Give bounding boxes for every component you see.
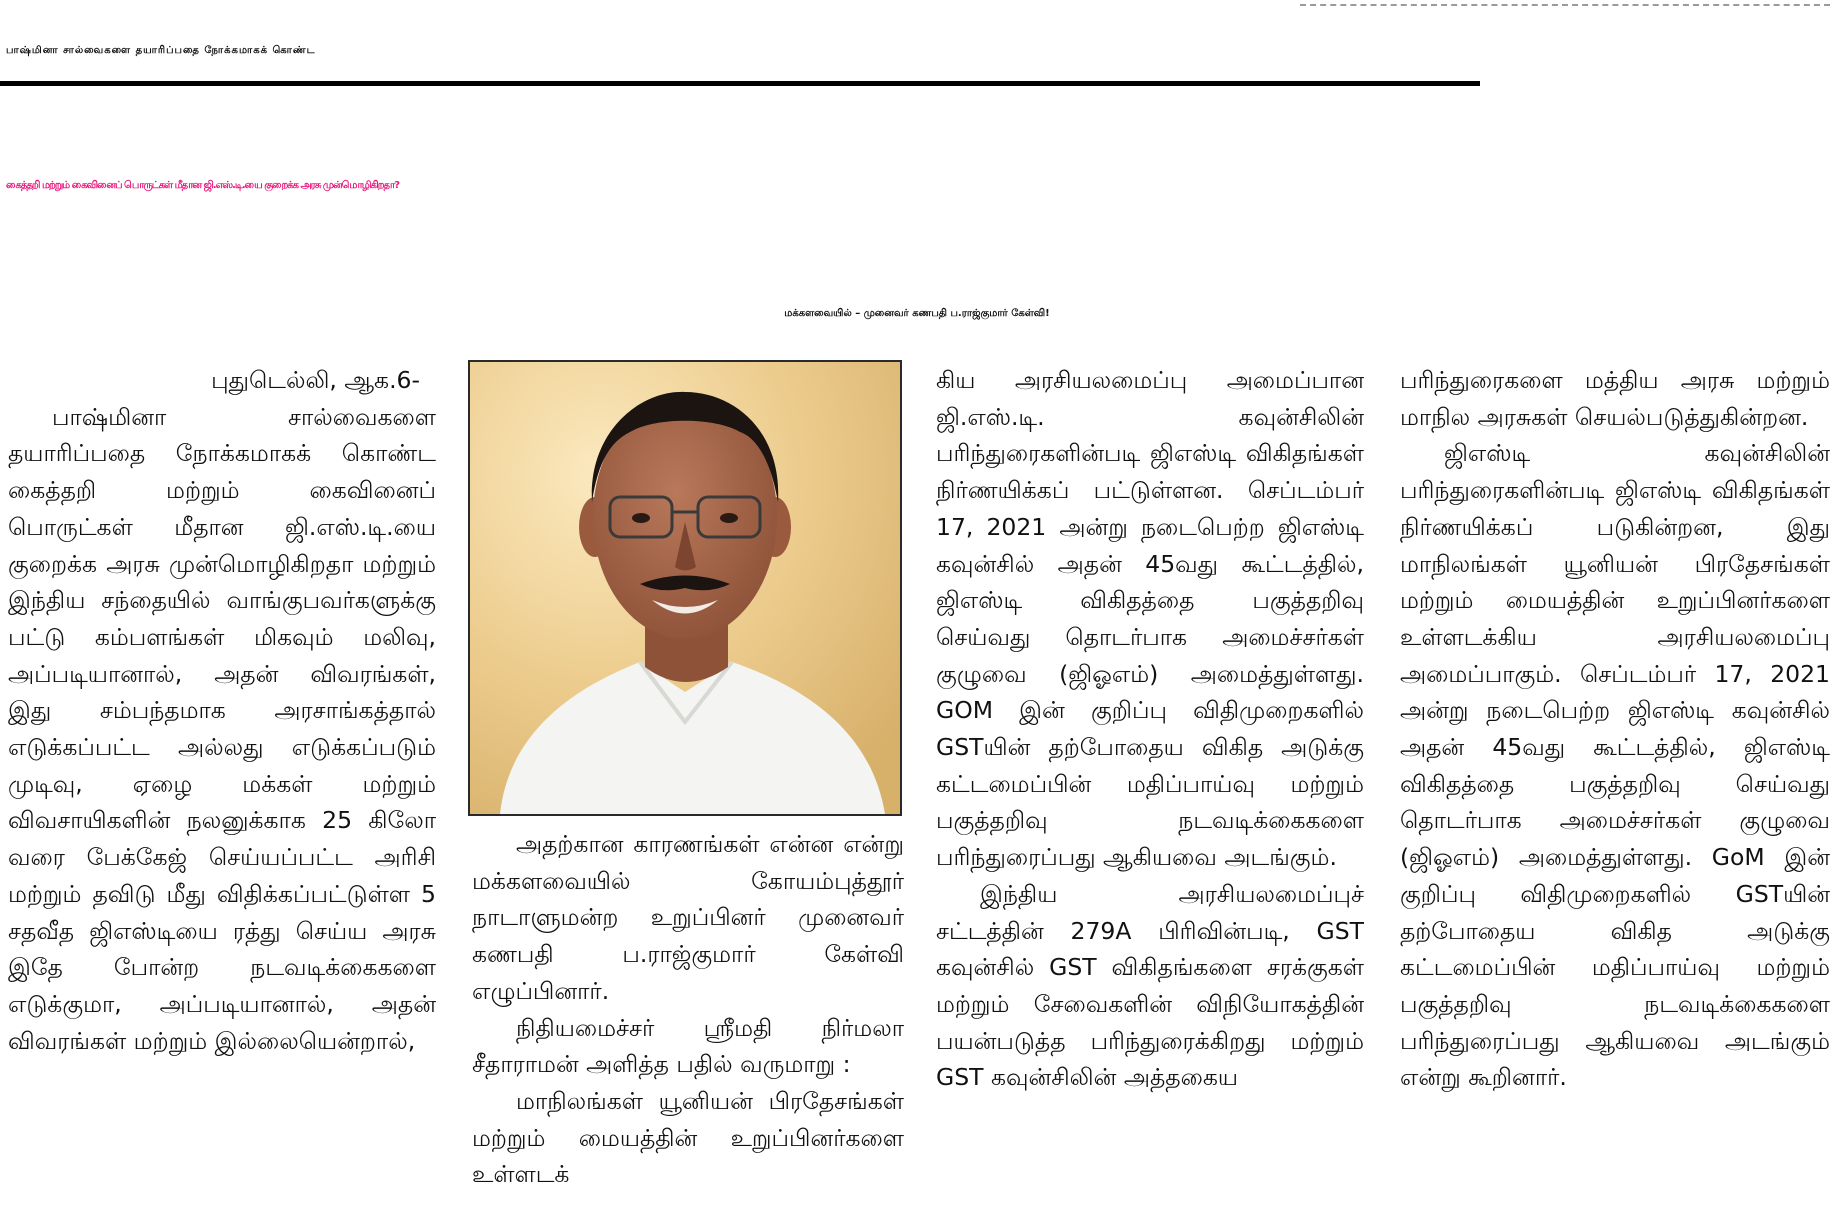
paragraph: இந்திய அரசியலமைப்புச் சட்டத்தின் 279A பிரிவின்படி, GST கவுன்சில் GST விகிதங்களை சரக்குகள் மற்றும் சேவைகளின் விநியோகத்தின் பயன்படுத்த பரிந்துரைக்கிறது மற்றும் GST கவுன்சிலின் அத்தகைய <box>936 879 1364 1092</box>
headline: கைத்தறி மற்றும் கைவினைப் பொருட்கள் மீதான ஜி.எஸ்.டி.யை குறைக்க அரசு முன்மொழிகிறதா? <box>6 180 400 191</box>
subheadline: மக்களவையில் – முனைவர் கணபதி ப.ராஜ்குமார் கேள்வி! <box>784 308 1050 319</box>
paragraph: நிதியமைச்சர் ஸ்ரீமதி நிர்மலா சீதாராமன் அளித்த பதில் வருமாறு : <box>472 1013 904 1079</box>
paragraph: கிய அரசியலமைப்பு அமைப்பான ஜி.எஸ்.டி. கவுன்சிலின் பரிந்துரைகளின்படி ஜிஎஸ்டி விகிதங்கள் நிர்ணயிக்கப் பட்டுள்ளன. செப்டம்பர் 17, 2021 அன்று நடைபெற்ற ஜிஎஸ்டி கவுன்சில் அதன் 45வது கூட்டத்தில், ஜிஎஸ்டி விகிதத்தை பகுத்தறிவு செய்வது தொடர்பாக அமைச்சர்கள் குழுவை (ஜிஓஎம்) அமைத்துள்ளது. GOM இன் குறிப்பு விதிமுறைகளில் GSTயின் தற்போதைய விகித அடுக்கு கட்டமைப்பின் மதிப்பாய்வு மற்றும் பகுத்தறிவு நடவடிக்கைகளை பரிந்துரைப்பது ஆகியவை அடங்கும். <box>936 366 1364 872</box>
paragraph: ஜிஎஸ்டி கவுன்சிலின் பரிந்துரைகளின்படி ஜிஎஸ்டி விகிதங்கள் நிர்ணயிக்கப் படுகின்றன, இது மாநிலங்கள் யூனியன் பிரதேசங்கள் மற்றும் மையத்தின் உறுப்பினர்களை உள்ளடக்கிய அரசியலமைப்பு அமைப்பாகும். செப்டம்பர் 17, 2021 அன்று நடைபெற்ற ஜிஎஸ்டி கவுன்சில் அதன் 45வது கூட்டத்தில், ஜிஎஸ்டி விகிதத்தை பகுத்தறிவு செய்வது தொடர்பாக அமைச்சர்கள் குழுவை (ஜிஓஎம்) அமைத்துள்ளது. GoM இன் குறிப்பு விதிமுறைகளில் GSTயின் தற்போதைய விகித அடுக்கு கட்டமைப்பின் மதிப்பாய்வு மற்றும் பகுத்தறிவு நடவடிக்கைகளை பரிந்துரைப்பது ஆகியவை அடங்கும் என்று கூறினார். <box>1400 439 1830 1092</box>
article-column-4 <box>1400 362 1830 1228</box>
paragraph: பாஷ்மினா சால்வைகளை தயாரிப்பதை நோக்கமாகக் கொண்ட கைத்தறி மற்றும் கைவினைப் பொருட்கள் மீதான ஜி.எஸ்.டி.யை குறைக்க அரசு முன்மொழிகிறதா மற்றும் இந்திய சந்தையில் வாங்குபவர்களுக்கு பட்டு கம்பளங்கள் மிகவும் மலிவு, அப்படியானால், அதன் விவரங்கள், இது சம்பந்தமாக அரசாங்கத்தால் எடுக்கப்பட்ட அல்லது எடுக்கப்படும் முடிவு, ஏழை மக்கள் மற்றும் விவசாயிகளின் நலனுக்காக 25 கிலோ வரை பேக்கேஜ் செய்யப்பட்ட அரிசி மற்றும் தவிடு மீது விதிக்கப்பட்டுள்ள 5 சதவீத ஜிஎஸ்டியை ரத்து செய்ய அரசு இதே போன்ற நடவடிக்கைகளை எடுக்குமா, அப்படியானால், அதன் விவரங்கள் மற்றும் இல்லையென்றால், <box>8 402 436 1055</box>
portrait-illustration <box>470 362 900 814</box>
article-column-1 <box>8 362 436 1228</box>
kicker-line: பாஷ்மினா சால்வைகளை தயாரிப்பதை நோக்கமாகக் கொண்ட <box>0 16 1480 86</box>
dateline: புதுடெல்லி, ஆக.6- <box>211 366 420 394</box>
paragraph: மாநிலங்கள் யூனியன் பிரதேசங்கள் மற்றும் மையத்தின் உறுப்பினர்களை உள்ளடக் <box>472 1086 904 1189</box>
paragraph: அதற்கான காரணங்கள் என்ன என்று மக்களவையில் கோயம்புத்தூர் நாடாளுமன்ற உறுப்பினர் முனைவர் கணபதி ப.ராஜ்குமார் கேள்வி எழுப்பினார். <box>472 830 904 1005</box>
article-column-2 <box>472 826 904 1228</box>
paragraph: பரிந்துரைகளை மத்திய அரசு மற்றும் மாநில அரசுகள் செயல்படுத்துகின்றன. <box>1400 366 1830 431</box>
mp-portrait-photo <box>468 360 902 816</box>
article-column-3 <box>936 362 1364 1228</box>
page-edge-dashed-rule <box>1300 4 1830 6</box>
